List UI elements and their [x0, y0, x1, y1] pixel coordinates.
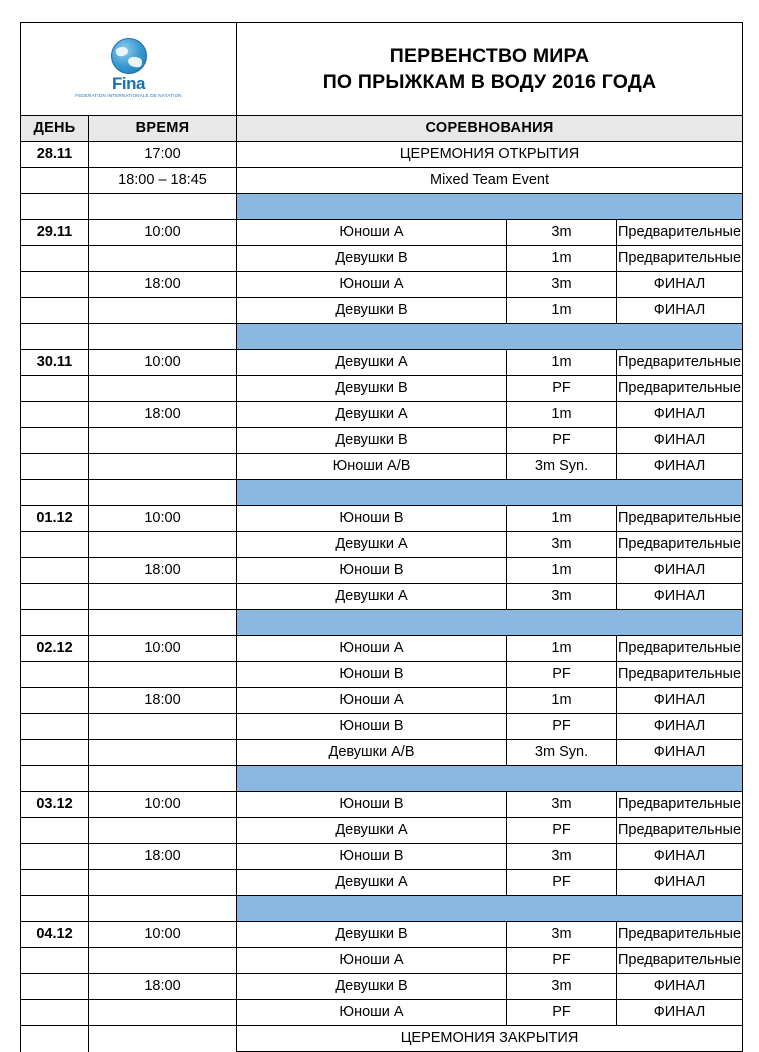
separator-day-blank: [21, 766, 89, 792]
row-round: ФИНАЛ: [617, 1000, 743, 1026]
row-round: ФИНАЛ: [617, 974, 743, 1000]
day-date-blank: [21, 1000, 89, 1026]
row-discipline: 1m: [507, 350, 617, 376]
row-discipline: PF: [507, 948, 617, 974]
row-round: Предварительные: [617, 350, 743, 376]
separator-band: [237, 610, 743, 636]
row-event: Юноши А: [237, 272, 507, 298]
title-line-2: ПО ПРЫЖКАМ В ВОДУ 2016 ГОДА: [322, 71, 657, 93]
row-event: Юноши А: [237, 220, 507, 246]
row-discipline: 1m: [507, 506, 617, 532]
row-event: Юноши А: [237, 636, 507, 662]
schedule-document: [20, 22, 742, 1052]
row-discipline: 3m: [507, 974, 617, 1000]
day-date-blank: [21, 662, 89, 688]
separator-band: [237, 194, 743, 220]
table-row: [21, 220, 743, 246]
fina-logo: [21, 23, 236, 115]
day-date: 30.11: [21, 350, 89, 376]
table-row: [21, 558, 743, 584]
row-discipline: PF: [507, 662, 617, 688]
row-time: [89, 454, 237, 480]
row-discipline: PF: [507, 818, 617, 844]
row-event: Юноши В: [237, 714, 507, 740]
day-date-blank: [21, 844, 89, 870]
separator-band: [237, 324, 743, 350]
row-round: Предварительные: [617, 948, 743, 974]
opening-ceremony-label: ЦЕРЕМОНИЯ ОТКРЫТИЯ: [237, 142, 743, 168]
day-date-blank: [21, 298, 89, 324]
row-round: Предварительные: [617, 506, 743, 532]
table-row: [21, 740, 743, 766]
row-discipline: 3m: [507, 844, 617, 870]
separator-time-blank: [89, 480, 237, 506]
row-event: Девушки В: [237, 922, 507, 948]
separator-row: [21, 896, 743, 922]
day-date-blank: [21, 246, 89, 272]
row-event: Юноши А/В: [237, 454, 507, 480]
separator-band: [237, 766, 743, 792]
closing-day-blank: [21, 1026, 89, 1052]
row-time: [89, 714, 237, 740]
day-date-blank: [21, 974, 89, 1000]
row-discipline: 3m Syn.: [507, 454, 617, 480]
day-date: 02.12: [21, 636, 89, 662]
row-event: Девушки А: [237, 532, 507, 558]
row-round: Предварительные: [617, 246, 743, 272]
row-event: Юноши В: [237, 506, 507, 532]
separator-row: [21, 194, 743, 220]
row-time: [89, 298, 237, 324]
separator-time-blank: [89, 324, 237, 350]
row-event: Девушки В: [237, 376, 507, 402]
day-date-blank: [21, 948, 89, 974]
row-round: Предварительные: [617, 922, 743, 948]
table-row: [21, 818, 743, 844]
table-row: [21, 246, 743, 272]
row-time: [89, 818, 237, 844]
separator-day-blank: [21, 480, 89, 506]
row-time: 18:00: [89, 844, 237, 870]
row-time: [89, 428, 237, 454]
table-row: [21, 454, 743, 480]
table-row: [21, 714, 743, 740]
row-discipline: PF: [507, 870, 617, 896]
row-discipline: 1m: [507, 558, 617, 584]
closing-time-blank: [89, 1026, 237, 1052]
row-time: 18:00: [89, 558, 237, 584]
separator-day-blank: [21, 194, 89, 220]
row-discipline: PF: [507, 1000, 617, 1026]
opening-row-1: [21, 142, 743, 168]
table-row: [21, 922, 743, 948]
day-date-blank: [21, 376, 89, 402]
table-row: [21, 688, 743, 714]
table-row: [21, 584, 743, 610]
day-date-blank: [21, 272, 89, 298]
logo-cell: [21, 23, 237, 116]
separator-time-blank: [89, 194, 237, 220]
row-round: Предварительные: [617, 532, 743, 558]
separator-row: [21, 480, 743, 506]
row-time: 18:00: [89, 402, 237, 428]
row-event: Девушки А: [237, 818, 507, 844]
row-event: Девушки В: [237, 974, 507, 1000]
row-discipline: 3m Syn.: [507, 740, 617, 766]
column-header-row: [21, 116, 743, 142]
row-round: ФИНАЛ: [617, 454, 743, 480]
separator-time-blank: [89, 610, 237, 636]
day-date-blank: [21, 818, 89, 844]
row-time: [89, 584, 237, 610]
row-round: Предварительные: [617, 220, 743, 246]
separator-day-blank: [21, 324, 89, 350]
table-row: [21, 948, 743, 974]
row-event: Девушки А/В: [237, 740, 507, 766]
row-round: ФИНАЛ: [617, 428, 743, 454]
row-event: Девушки А: [237, 350, 507, 376]
row-event: Юноши А: [237, 1000, 507, 1026]
row-event: Девушки А: [237, 402, 507, 428]
day-date: 04.12: [21, 922, 89, 948]
row-time: [89, 740, 237, 766]
row-round: ФИНАЛ: [617, 688, 743, 714]
schedule-body: [21, 23, 743, 1052]
day-date-blank: [21, 584, 89, 610]
day-date-blank: [21, 454, 89, 480]
row-round: ФИНАЛ: [617, 870, 743, 896]
row-discipline: 1m: [507, 688, 617, 714]
row-round: Предварительные: [617, 662, 743, 688]
row-time: [89, 246, 237, 272]
row-event: Юноши А: [237, 688, 507, 714]
day-date-blank: [21, 558, 89, 584]
day-date: 01.12: [21, 506, 89, 532]
separator-day-blank: [21, 896, 89, 922]
row-time: 18:00: [89, 272, 237, 298]
row-discipline: 1m: [507, 246, 617, 272]
row-discipline: 1m: [507, 298, 617, 324]
closing-ceremony-label: ЦЕРЕМОНИЯ ЗАКРЫТИЯ: [237, 1026, 743, 1052]
row-event: Девушки В: [237, 428, 507, 454]
row-time: 10:00: [89, 922, 237, 948]
row-time: [89, 662, 237, 688]
row-time: [89, 532, 237, 558]
title-row: [21, 23, 743, 116]
day-date-blank: [21, 532, 89, 558]
closing-row: [21, 1026, 743, 1052]
day-date-blank: [21, 740, 89, 766]
separator-row: [21, 766, 743, 792]
fina-logo-mark: [75, 38, 182, 100]
row-time: [89, 1000, 237, 1026]
column-header-competition: СОРЕВНОВАНИЯ: [237, 116, 743, 142]
row-round: Предварительные: [617, 636, 743, 662]
separator-time-blank: [89, 766, 237, 792]
row-discipline: 1m: [507, 402, 617, 428]
row-event: Девушки А: [237, 870, 507, 896]
opening-day-blank: [21, 168, 89, 194]
globe-icon: [111, 38, 147, 74]
day-date-blank: [21, 428, 89, 454]
row-event: Юноши В: [237, 844, 507, 870]
row-time: 10:00: [89, 636, 237, 662]
row-time: [89, 948, 237, 974]
separator-day-blank: [21, 610, 89, 636]
table-row: [21, 506, 743, 532]
row-event: Юноши В: [237, 662, 507, 688]
table-row: [21, 1000, 743, 1026]
table-row: [21, 532, 743, 558]
row-time: [89, 870, 237, 896]
day-date: 03.12: [21, 792, 89, 818]
row-event: Девушки В: [237, 298, 507, 324]
separator-time-blank: [89, 896, 237, 922]
table-row: [21, 792, 743, 818]
row-round: ФИНАЛ: [617, 584, 743, 610]
row-discipline: 3m: [507, 532, 617, 558]
row-event: Юноши В: [237, 792, 507, 818]
row-event: Юноши В: [237, 558, 507, 584]
day-date-blank: [21, 870, 89, 896]
row-discipline: 3m: [507, 792, 617, 818]
table-row: [21, 844, 743, 870]
row-discipline: 3m: [507, 272, 617, 298]
table-row: [21, 272, 743, 298]
row-round: ФИНАЛ: [617, 740, 743, 766]
separator-band: [237, 896, 743, 922]
row-time: 10:00: [89, 350, 237, 376]
table-row: [21, 428, 743, 454]
fina-logo-subtitle: FEDERATION INTERNATIONALE DE NATATION: [75, 93, 182, 98]
day-date-blank: [21, 714, 89, 740]
table-row: [21, 402, 743, 428]
row-discipline: 3m: [507, 220, 617, 246]
row-round: ФИНАЛ: [617, 714, 743, 740]
table-row: [21, 636, 743, 662]
title-line-1: ПЕРВЕНСТВО МИРА: [389, 44, 590, 67]
row-time: [89, 376, 237, 402]
day-date-blank: [21, 402, 89, 428]
table-row: [21, 662, 743, 688]
opening-time-2: 18:00 – 18:45: [89, 168, 237, 194]
row-discipline: 3m: [507, 922, 617, 948]
row-event: Девушки В: [237, 246, 507, 272]
opening-time-1: 17:00: [89, 142, 237, 168]
table-row: [21, 974, 743, 1000]
day-date: 29.11: [21, 220, 89, 246]
row-round: Предварительные: [617, 818, 743, 844]
competition-schedule-table: [20, 22, 743, 1052]
opening-row-2: [21, 168, 743, 194]
opening-day: 28.11: [21, 142, 89, 168]
row-time: 10:00: [89, 792, 237, 818]
row-time: 18:00: [89, 974, 237, 1000]
row-discipline: PF: [507, 376, 617, 402]
row-time: 10:00: [89, 506, 237, 532]
separator-row: [21, 610, 743, 636]
fina-logo-word: Fina: [112, 74, 145, 93]
separator-band: [237, 480, 743, 506]
row-discipline: PF: [507, 428, 617, 454]
row-round: Предварительные: [617, 792, 743, 818]
row-event: Юноши А: [237, 948, 507, 974]
day-date-blank: [21, 688, 89, 714]
row-round: ФИНАЛ: [617, 558, 743, 584]
separator-row: [21, 324, 743, 350]
table-row: [21, 870, 743, 896]
table-row: [21, 298, 743, 324]
row-discipline: 3m: [507, 584, 617, 610]
row-round: ФИНАЛ: [617, 402, 743, 428]
row-round: Предварительные: [617, 376, 743, 402]
page-title: [237, 23, 743, 116]
table-row: [21, 376, 743, 402]
row-round: ФИНАЛ: [617, 272, 743, 298]
column-header-day: ДЕНЬ: [21, 116, 89, 142]
row-time: 18:00: [89, 688, 237, 714]
row-discipline: 1m: [507, 636, 617, 662]
row-time: 10:00: [89, 220, 237, 246]
column-header-time: ВРЕМЯ: [89, 116, 237, 142]
row-event: Девушки А: [237, 584, 507, 610]
row-discipline: PF: [507, 714, 617, 740]
row-round: ФИНАЛ: [617, 298, 743, 324]
mixed-team-event-label: Mixed Team Event: [237, 168, 743, 194]
table-row: [21, 350, 743, 376]
row-round: ФИНАЛ: [617, 844, 743, 870]
